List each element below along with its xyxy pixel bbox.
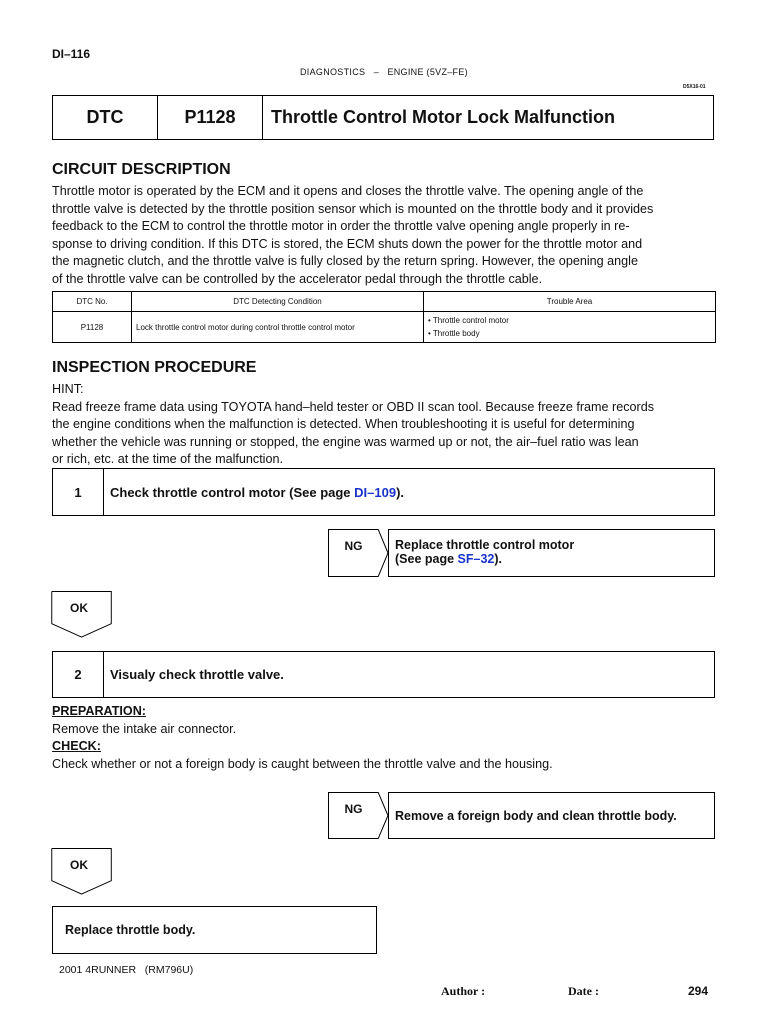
page-number: 294 xyxy=(688,984,709,998)
step-1-text xyxy=(104,485,404,500)
ng-result-text-end: ). xyxy=(494,552,503,566)
final-action-box: Replace throttle body. xyxy=(52,906,377,954)
inspection-line: the engine conditions when the malfunction is detected. When troubleshooting it is useful for determining xyxy=(52,417,635,432)
dtc-label: DTC xyxy=(53,96,158,139)
step-2-ng-result: Remove a foreign body and clean throttle body. xyxy=(388,792,715,839)
section-header xyxy=(300,67,468,77)
check-text: Check whether or not a foreign body is caught between the throttle valve and the housing. xyxy=(52,756,553,771)
circuit-line: the magnetic clutch, and the throttle valve is fully closed by the return spring. However, the opening angle xyxy=(52,254,638,269)
preparation-label: PREPARATION: xyxy=(52,704,146,718)
circuit-heading: CIRCUIT DESCRIPTION xyxy=(52,161,231,178)
step-2-text: Visualy check throttle valve. xyxy=(110,667,284,682)
cell-trouble-area xyxy=(424,312,716,343)
step-2-number: 2 xyxy=(53,652,104,697)
cell-condition: Lock throttle control motor during control throttle control motor xyxy=(132,312,424,343)
inspection-text xyxy=(52,381,724,469)
col-trouble-area: Trouble Area xyxy=(424,292,716,312)
ng-tab-outline-icon xyxy=(328,792,388,839)
trouble-area-item: • Throttle control motor xyxy=(428,316,509,325)
ok-arrow-icon xyxy=(51,591,113,639)
inspection-line: whether the vehicle was running or stopped, the engine was warmed up or not, the air–fuel ratio was lean xyxy=(52,434,639,449)
preparation-text: Remove the intake air connector. xyxy=(52,721,237,736)
ng-page-link[interactable]: SF–32 xyxy=(457,552,495,566)
header-left: DIAGNOSTICS xyxy=(300,67,366,77)
inspection-line: Read freeze frame data using TOYOTA hand–held tester or OBD II scan tool. Because freeze frame records xyxy=(52,399,655,414)
ok-arrow-icon xyxy=(51,848,113,896)
step-1-number: 1 xyxy=(53,469,104,515)
col-condition: DTC Detecting Condition xyxy=(132,292,424,312)
step-1-ng-result xyxy=(388,529,715,577)
date-label: Date : xyxy=(568,984,599,998)
table-header-row xyxy=(53,292,716,312)
table-row xyxy=(53,312,716,343)
footer-model-code: 2001 4RUNNER (RM796U) xyxy=(59,964,194,976)
circuit-description xyxy=(52,183,724,289)
ng-label: NG xyxy=(344,802,363,816)
circuit-line: Throttle motor is operated by the ECM and it opens and closes the throttle valve. The opening angle of the xyxy=(52,184,644,198)
step-1-page-link[interactable]: DI–109 xyxy=(354,484,397,500)
ng-result-line xyxy=(395,552,708,566)
cell-dtc-no: P1128 xyxy=(53,312,132,343)
circuit-line: sponse to driving condition. If this DTC is stored, the ECM shuts down the power for the throttle motor and xyxy=(52,236,643,251)
step-2-details xyxy=(52,703,724,773)
step-2-box xyxy=(52,651,715,698)
circuit-line: feedback to the ECM to control the throttle motor in order the throttle valve opening angle properly in re- xyxy=(52,219,630,234)
inspection-line: or rich, etc. at the time of the malfunction. xyxy=(52,452,283,467)
dtc-title-box xyxy=(52,95,714,140)
dtc-code: P1128 xyxy=(158,96,263,139)
step-1-box xyxy=(52,468,715,516)
dtc-table xyxy=(52,291,716,343)
doc-code: D5X16-01 xyxy=(683,84,706,90)
ng-result-text: (See page xyxy=(395,552,458,566)
step-2-ok-label: OK xyxy=(70,858,88,872)
header-sep: – xyxy=(373,67,380,77)
hint-label: HINT: xyxy=(52,382,84,396)
page-id: DI–116 xyxy=(52,47,91,61)
header-right: ENGINE (5VZ–FE) xyxy=(387,67,468,77)
col-dtc-no: DTC No. xyxy=(53,292,132,312)
step-1-label: Check throttle control motor (See page xyxy=(110,484,355,500)
dtc-title: Throttle Control Motor Lock Malfunction xyxy=(271,107,615,127)
author-label: Author : xyxy=(441,984,486,998)
circuit-line: of the throttle valve can be controlled by the accelerator pedal through the throttle cable. xyxy=(52,271,543,286)
step-1-label-end: ). xyxy=(396,484,405,500)
ng-result-line: Replace throttle control motor xyxy=(395,538,575,552)
check-label: CHECK: xyxy=(52,739,101,754)
ng-tab-outline-icon xyxy=(328,529,388,577)
ng-label: NG xyxy=(344,539,363,553)
step-1-ok-label: OK xyxy=(70,601,88,615)
trouble-area-item: • Throttle body xyxy=(428,329,480,338)
inspection-heading: INSPECTION PROCEDURE xyxy=(52,359,257,376)
circuit-line: throttle valve is detected by the throttle position sensor which is mounted on the throttle body and it provides xyxy=(52,201,654,216)
